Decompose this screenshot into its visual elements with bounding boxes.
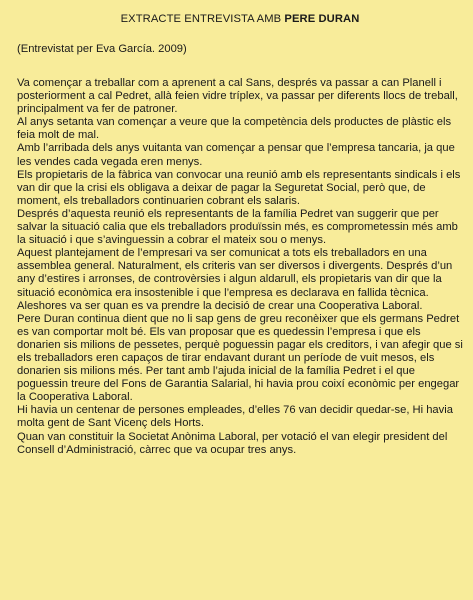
interviewee-name: PERE DURAN bbox=[284, 13, 360, 25]
title-prefix: EXTRACTE ENTREVISTA AMB bbox=[120, 13, 285, 25]
paragraph: Els propietaris de la fàbrica van convocar una reunió amb els representants sindicals i els van dir que la crisi els obligava a deixar de pagar la Seguretat Social, però que, de moment, els treballadors continuarien cobrant els salaris. bbox=[17, 168, 461, 207]
paragraph: Amb l’arribada dels anys vuitanta van començar a pensar que l’empresa tancaria, ja que les vendes cada vegada eren menys. bbox=[17, 142, 455, 168]
paragraph: Al anys setanta van començar a veure que la competència dels productes de plàstic els feia molt de mal. bbox=[17, 116, 452, 142]
paragraph: Aquest plantejament de l’empresari va ser comunicat a tots els treballadors en una assemblea general. Naturalment, els criteris van ser diversos i divergents. Després d’un any d’estires i arronses, de controvèrsies i algun aldarull, els propietaris van dir que la situació econòmica era insostenible i que l’empresa es declarava en fallida tècnica. Aleshores va ser quan es va prendre la decisió de crear una Cooperativa Laboral. bbox=[17, 247, 453, 312]
paragraph: Pere Duran continua dient que no li sap gens de greu reconèixer que els germans Pedret es van comportar molt bé. Els van proposar que es quedessin l’empresa i que els donarien sis milions de pessetes, perquè poguessin pagar els creditors, i van afegir que si els treballadors eren capaços de tirar endavant durant un període de vuit mesos, els donarien sis milions més. Per tant amb l’ajuda inicial de la família Pedret i el que poguessin treure del Fons de Garantia Salarial, hi havia prou coixí econòmic per engegar la Cooperativa Laboral. bbox=[17, 312, 463, 404]
paragraph: Quan van constituir la Societat Anònima Laboral, per votació el van elegir president del Consell d’Administració, càrrec que va ocupar tres anys. bbox=[17, 430, 448, 456]
paragraph: Després d’aquesta reunió els representants de la família Pedret van suggerir que per salvar la situació calia que els treballadors produïssin més, es comprometessin més amb la situació i que s’avinguessin a cobrar el mateix sou o menys. bbox=[17, 207, 458, 247]
paragraph: Hi havia un centenar de persones empleades, d’elles 76 van decidir quedar-se, Hi havia molta gent de Sant Vicenç dels Horts. bbox=[17, 404, 453, 430]
interview-body bbox=[17, 77, 463, 457]
page-title bbox=[17, 13, 463, 26]
paragraph: Va començar a treballar com a aprenent a cal Sans, després va passar a can Planell i posteriorment a cal Pedret, allà feien vidre tríplex, va passar per diferents llocs de treball, principalment va fer de patroner. bbox=[17, 77, 458, 116]
interview-credit: (Entrevistat per Eva García. 2009) bbox=[17, 43, 187, 55]
